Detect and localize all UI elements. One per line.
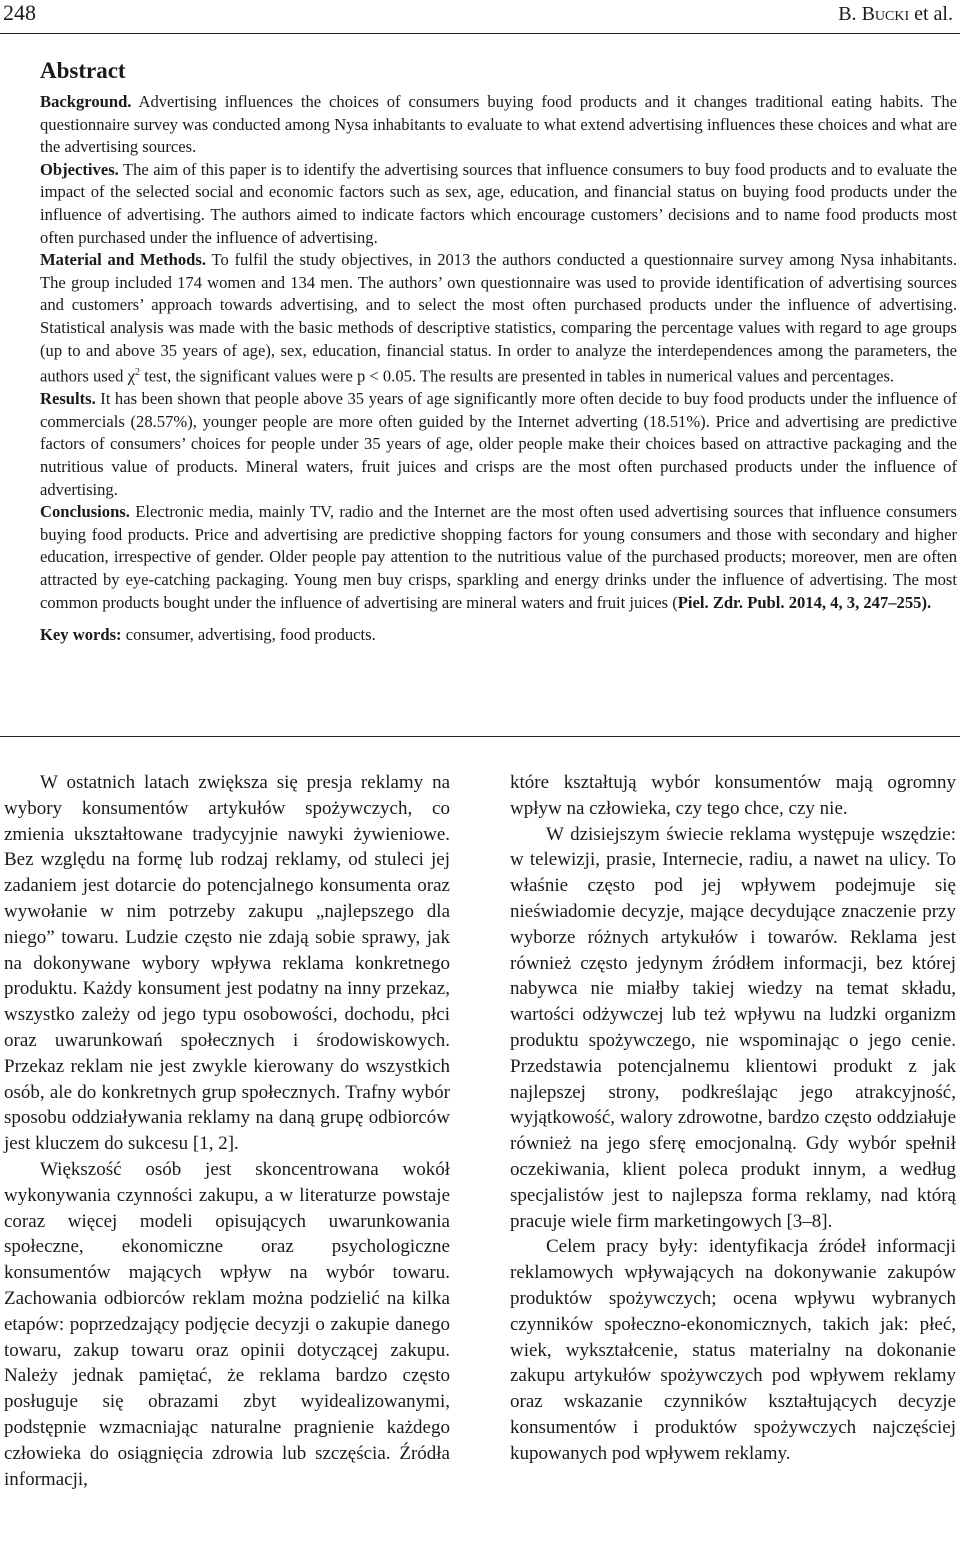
abstract-rule <box>0 736 960 737</box>
abstract-objectives <box>40 159 957 249</box>
body-paragraph: Celem pracy były: identyfikacja źródeł informacji reklamowych wpływających na dokonywanie zakupów produktów spożywczych; ocena wpływu wybranych czynników społeczno-ekonomicznych, takich jak: płeć, wiek, wykształcenie, status materialny na dokonanie zakupu artykułów spożywczych pod wpływem reklamy oraz wskazanie czynników kształtujących decyzje konsumentów i produktów spożywczych najczęściej kupowanych pod wpływem reklamy. <box>510 1236 956 1464</box>
results-label: Results. <box>40 389 96 409</box>
author-surname: Bucki <box>861 3 910 25</box>
methods-text-1: To fulfil the study objectives, in 2013 the authors conducted a questionnaire survey among Nysa inhabitants. The group included 174 women and 134 men. The authors’ own questionnaire was used to provide identification of advertising sources and customers’ approach towards advertising, and to select the most often purchased products under the influence of advertising. Statistical analysis was made with the basic methods of descriptive statistics, comparing the percentage values with regard to age groups (up to and above 35 years of age), sex, education, financial status. In order to analyze the interdependences among the parameters, the authors used χ <box>40 250 957 386</box>
citation: Piel. Zdr. Publ. 2014, 4, 3, 247–255). <box>677 592 932 612</box>
background-text: Advertising influences the choices of consumers buying food products and it changes traditional eating habits. The questionnaire survey was conducted among Nysa inhabitants to evaluate to what extend advertising influences these choices and what are the advertising sources. <box>40 92 957 157</box>
conclusions-label: Conclusions. <box>40 502 130 522</box>
body-paragraph: Większość osób jest skoncentrowana wokół wykonywania czynności zakupu, a w literaturze powstaje coraz więcej modeli opisujących uwarunkowania społeczne, ekonomiczne oraz psychologiczne konsumentów mających wpływ na wybór towaru. Zachowania odbiorców reklam można podzielić na kilka etapów: poprzedzający podjęcie decyzji o zakupie danego towaru, zakup towaru oraz opinii dotyczącej zakupu. Należy jednak pamiętać, że reklama bardzo często posługuje się obrazami zbyt wyidealizowanymi, podstępnie wzmacniając naturalne pragnienie każdego człowieka do osiągnięcia zdrowia lub szczęścia. Źródła informacji, <box>4 1158 450 1490</box>
author-initial: B. <box>838 3 862 25</box>
abstract-title: Abstract <box>40 58 126 83</box>
objectives-text: The aim of this paper is to identify the advertising sources that influence consumers to buy food products and to evaluate the impact of the selected social and economic factors such as sex, age, education, and financial status on buying food products under the influence of advertising. The authors aimed to indicate factors which encourage customers’ decisions and to name food products most often purchased under the influence of advertising. <box>40 159 957 247</box>
methods-label: Material and Methods. <box>40 250 206 270</box>
objectives-label: Objectives. <box>40 159 119 179</box>
body-column-right <box>510 770 956 1467</box>
page-number: 248 <box>3 0 36 25</box>
chi-square-superscript: 2 <box>134 367 140 379</box>
body-column-left <box>4 770 450 1492</box>
author-suffix: et al. <box>909 3 953 25</box>
results-text: It has been shown that people above 35 years of age significantly more often decide to buy food products under the influence of commercials (28.57%), younger people are more often guided by the Internet adverting (18.51%). Price and advertising are predictive factors of consumers’ choices for people under 35 years of age, older people make their choices based on attractive packaging and the nutritious value of products. Mineral waters, fruit juices and crisps are the most often purchased products under the influence of advertising. <box>40 389 957 499</box>
abstract-results <box>40 388 957 501</box>
body-paragraph-continued: które kształtują wybór konsumentów mają ogromny wpływ na człowieka, czy tego chce, czy nie. <box>510 772 956 819</box>
abstract-background <box>40 91 957 159</box>
abstract-conclusions <box>40 501 957 614</box>
running-head-authors <box>838 3 953 26</box>
methods-text-2: test, the significant values were p < 0.05. The results are presented in tables in numerical values and percentages. <box>139 366 895 386</box>
header-rule <box>0 33 960 34</box>
abstract-keywords <box>40 624 957 647</box>
body-paragraph: W dzisiejszym świecie reklama występuje wszędzie: w telewizji, prasie, Internecie, radiu, a nawet na ulicy. To właśnie często pod jej wpływem podejmuje się nieświadomie decyzje, mające decydujące znaczenie przy wyborze różnych artykułów i towarów. Reklama jest również często jedynym źródłem informacji, bez której nabywca nie miałby takiej wiedzy na temat składu, wartości odżywczej lub też wpływu na ludzki organizm produktu spożywczego, nie wspominając o jego cenie. Przedstawia potencjalnemu klientowi produkt z jak najlepszej strony, podkreślając jego atrakcyjność, wyjątkowość, walory zdrowotne, bardzo często oddziałuje również na jego sferę emocjonalną. Gdy wybór spełnił oczekiwania, klient poleca produkt innym, a według specjalistów jest to najlepsza forma reklamy, nad którą pracuje wiele firm marketingowych [3–8]. <box>510 823 956 1232</box>
conclusions-text: Electronic media, mainly TV, radio and the Internet are the most often used advertising sources that influence consumers buying food products. Price and advertising are predictive shopping factors for young consumers and those with secondary and higher education, irrespective of gender. Older people pay attention to the nutritious value of the purchased products; moreover, men are often attracted by eye-catching packaging. Young men buy crisps, sparkling and energy drinks under the influence of advertising. The most common products bought under the influence of advertising are mineral waters and fruit juices ( <box>40 502 957 612</box>
keywords-text: consumer, advertising, food products. <box>121 625 376 645</box>
page-header <box>0 0 960 34</box>
abstract-section <box>40 56 957 647</box>
background-label: Background. <box>40 92 132 111</box>
abstract-methods <box>40 249 957 388</box>
keywords-label: Key words: <box>40 625 122 645</box>
body-paragraph: W ostatnich latach zwiększa się presja reklamy na wybory konsumentów artykułów spożywczych, co zmienia ukształtowane tradycyjnie nawyki żywieniowe. Bez względu na formę lub rodzaj reklamy, od stuleci jej zadaniem jest dotarcie do potencjalnego konsumenta oraz wywołanie w nim potrzeby zakupu „najlepszego dla niego” towaru. Ludzie często nie zdają sobie sprawy, jak na dokonywane wybory wpływa reklama konkretnego produktu. Każdy konsument jest podatny na inny przekaz, wszystko zależy od jego typu osobowości, dochodu, płci oraz uwarunkowań społecznych i środowiskowych. Przekaz reklam nie jest zwykle kierowany do wszystkich osób, ale do konkretnych grup społecznych. Trafny wybór sposobu oddziaływania reklamy na daną grupę odbiorców jest kluczem do sukcesu [1, 2]. <box>4 772 450 1155</box>
